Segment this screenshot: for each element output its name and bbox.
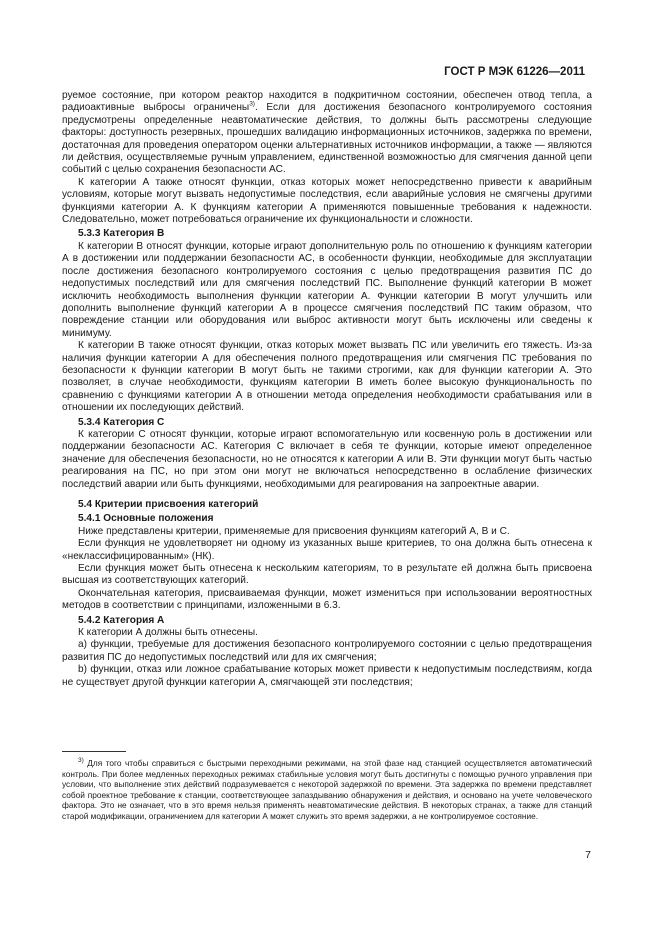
section-heading-5-3-4: 5.3.4 Категория С (78, 416, 165, 428)
paragraph-text: . Если для достижения безопасного контролируемого состояния предусмотрены определенные неавтоматические действия, то должны быть рассмотрены следующие факторы: доступность резервных, прошедших валидацию информационных источников, задержка по времени, достаточная для проведения оператором оценки альтернативных источников информации, а также — являются ли действия, осуществляемые ручным управлением, единственной возможностью для смягчения данной цепи событий с целью сохранения безопасности АС. (62, 102, 592, 176)
footnote (62, 758, 592, 822)
section-heading-5-3-3: 5.3.3 Категория В (78, 228, 165, 240)
paragraph: Если функция может быть отнесена к нескольким категориям, то в результате ей должна быть присвоена высшая из соответствующих категорий. (62, 563, 592, 587)
footnote-body: Для того чтобы справиться с быстрыми переходными режимами, на этой фазе над станцией осуществляется автоматический контроль. При более медленных переходных режимах стабильные условия могут быть достигнуты с помощью ручного управления при условии, что выполнение этих действий подразумевается с некоторой задержкой по времени. Эта задержка по времени представляет собой проектное требование к станции, соответствующее запаздыванию обнаружения и действия, и основано на учете человеческого фактора. Это не означает, что в это время нельзя применять неавтоматические действия. В некоторых странах, а также для станций старой модификации, ограничением для категории А может служить это время задержки, а не контролируемое состояние. (62, 758, 592, 821)
paragraph-text: руемое состояние, при котором реактор находится в подкритичном состоянии, обеспечен отвод тепла, а радиоактивные выбросы ограничены (62, 90, 592, 114)
section-heading-5-4-2: 5.4.2 Категория А (78, 614, 165, 626)
paragraph: Если функция не удовлетворяет ни одному из указанных выше критериев, то она должна быть отнесена к «неклассифицированным» (НК). (62, 538, 592, 562)
paragraph: К категории В также относят функции, отказ которых может вызвать ПС или увеличить его тяжесть. Из-за наличия функции категории А для обеспечения полного предотвращения или смягчения ПС требования по безопасности к функции категории В могут быть не такими строгими, как для функции категории А. Это позволяет, в случае необходимости, функциям категории В иметь более высокую функциональность по сравнению с функциями категории А в отношении метода определения необходимости срабатывания или в отношении их последующих действий. (62, 340, 592, 414)
paragraph: Ниже представлены критерии, применяемые для присвоения функциям категорий А, В и С. (78, 525, 510, 537)
page-body (62, 90, 592, 689)
footnote-marker: 3) (78, 757, 84, 765)
document-header: ГОСТ Р МЭК 61226—2011 (444, 66, 585, 78)
footnote-separator (62, 751, 126, 752)
footnote-ref: 3) (249, 101, 255, 109)
list-item: b) функции, отказ или ложное срабатывание которых может привести к недопустимым последствиям, когда не существует другой функции категории А, смягчающей эти последствия; (62, 664, 592, 688)
section-heading-5-4: 5.4 Критерии присвоения категорий (78, 499, 259, 510)
section-heading-5-4-1: 5.4.1 Основные положения (78, 513, 214, 525)
paragraph: Окончательная категория, присваиваемая функции, может измениться при использовании вероятностных методов в соответствии с принципами, изложенными в 6.3. (62, 587, 592, 612)
paragraph: К категории А также относят функции, отказ которых может непосредственно привести к аварийным условиям, которые могут вызвать недопустимые последствия, если аварийные условия не смягчены другими функциями категории А. К функциям категории А применяются повышенные требования к надежности. Следовательно, может потребоваться ограничение их функциональности и сложности. (62, 176, 592, 226)
paragraph: К категории В относят функции, которые играют дополнительную роль по отношению к функциям категории А в достижении или поддержании безопасности АС, в особенности функции, необходимые для эксплуатации после достижения безопасного контролируемого состояния с целью предотвращения развития ПС до недопустимых последствий или для смягчения последствий ПС. Выполнение функций категории В может исключить необходимость выполнения функции категории А. Функции категории В могут улучшить или дополнить выполнение функций категории А в процессе смягчения последствий ПС таким образом, что повреждение станции или оборудования или выброс активности могут быть исключены или сведены к минимуму. (62, 240, 592, 339)
list-item: a) функции, требуемые для достижения безопасного контролируемого состоянии с целью предотвращения развития ПС до недопустимых последствий или для их смягчения; (62, 639, 592, 663)
footnote-text (62, 758, 592, 822)
page-number: 7 (585, 849, 591, 861)
paragraph (62, 90, 592, 177)
paragraph: К категории С относят функции, которые играют вспомогательную или косвенную роль в достижении или поддержании безопасности АС. Категория С включает в себя те функции, которые имеют определенное значение для обеспечения безопасности, но не относятся к категории А или В. Эти функции могут быть частью реагирования на ПС, но при этом они могут не включаться непосредственно в ослабление физических последствий аварии или быть функциями, необходимыми для реагирования на запроектные аварии. (62, 428, 592, 490)
paragraph: К категории А должны быть отнесены. (78, 627, 258, 639)
